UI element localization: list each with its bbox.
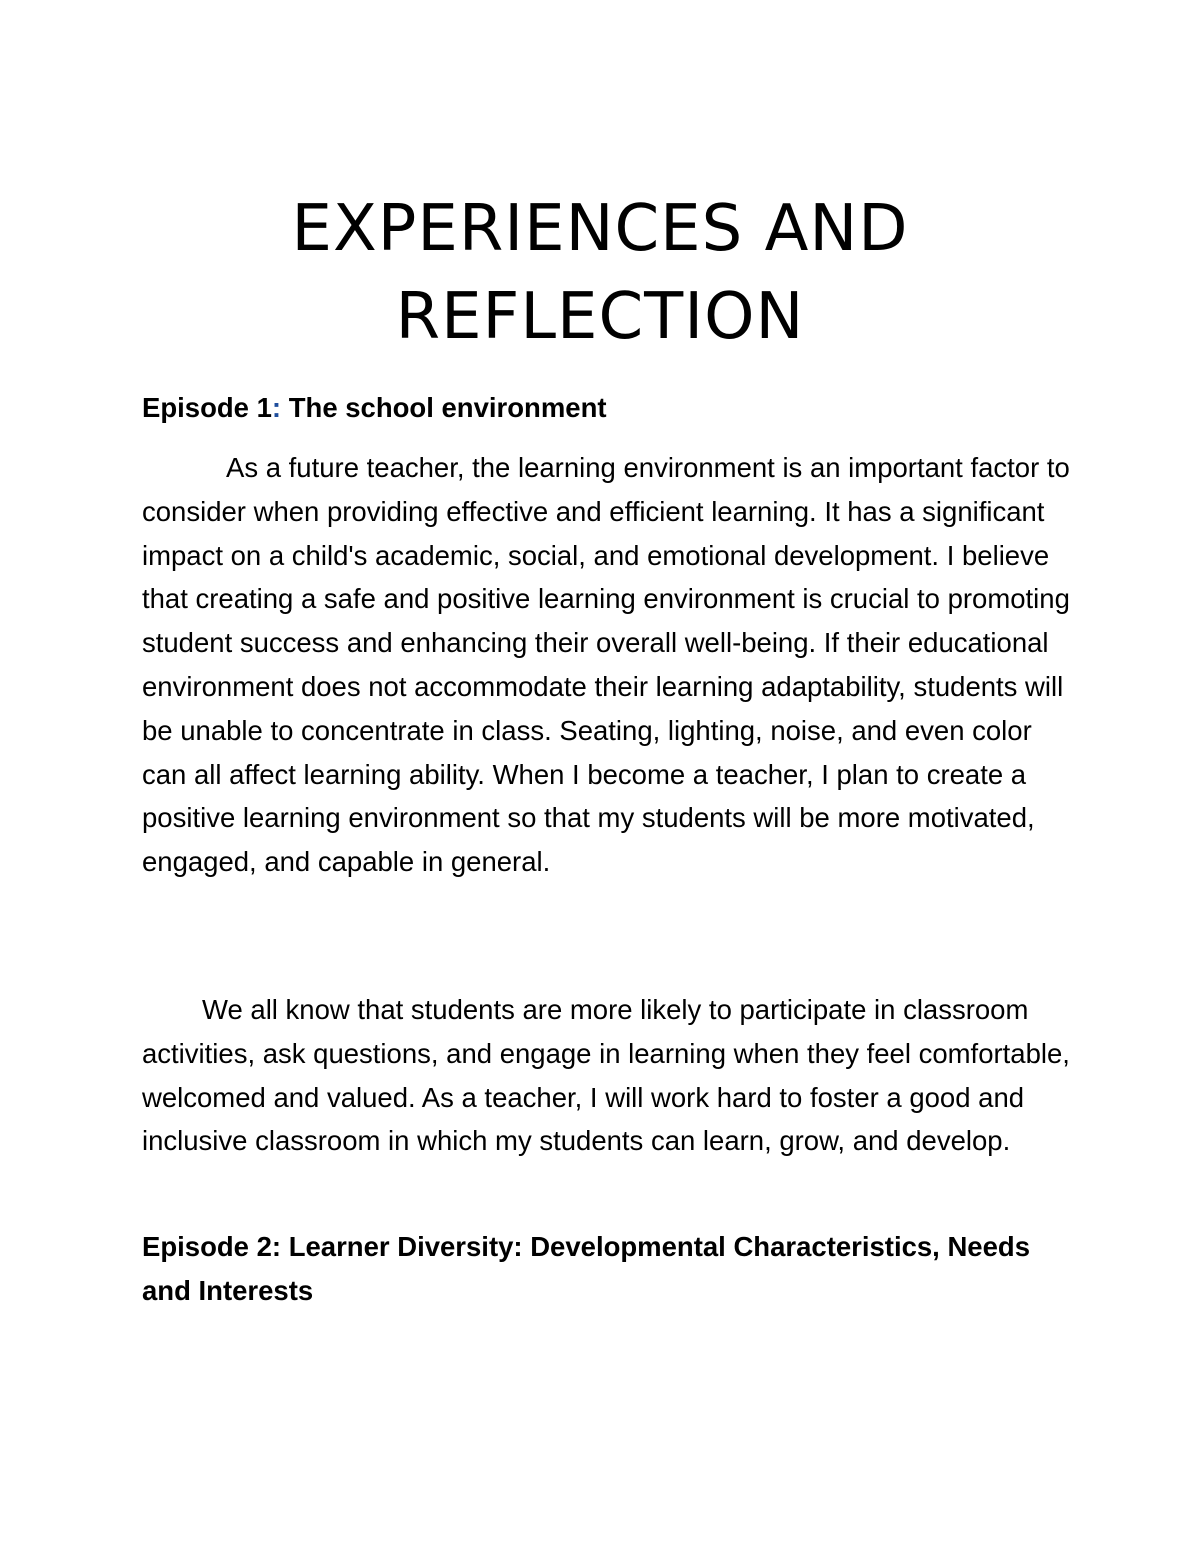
title-line-1: EXPERIENCES AND bbox=[291, 191, 909, 266]
paragraph-inclusive-classroom: We all know that students are more likely to participate in classroom activities, ask questions, and engage in learning when they feel comfortable, welcomed and valued. As a teacher, I will work hard to foster a good and inclusive classroom in which my students can learn, grow, and develop. bbox=[142, 994, 1070, 1157]
title-line-2: REFLECTION bbox=[395, 279, 805, 354]
episode-1-colon: : bbox=[271, 392, 282, 423]
paragraph-learning-environment: As a future teacher, the learning environment is an important factor to consider when providing effective and efficient learning. It has a significant impact on a child's academic, social, and emotional development. I believe that creating a safe and positive learning environment is crucial to promoting student success and enhancing their overall well-being. If their educational environment does not accommodate their learning adaptability, students will be unable to concentrate in class. Seating, lighting, noise, and even color can all affect learning ability. When I become a teacher, I plan to create a positive learning environment so that my students will be more motivated, engaged, and capable in general. bbox=[142, 452, 1070, 878]
episode-1-title: The school environment bbox=[281, 392, 607, 423]
episode-1-label: Episode 1 bbox=[142, 392, 272, 423]
episode-2-heading: Episode 2: Learner Diversity: Developmental Characteristics, Needs and Interests bbox=[142, 1231, 1030, 1306]
document-title bbox=[0, 185, 1200, 361]
episode-1-heading bbox=[142, 386, 1072, 430]
